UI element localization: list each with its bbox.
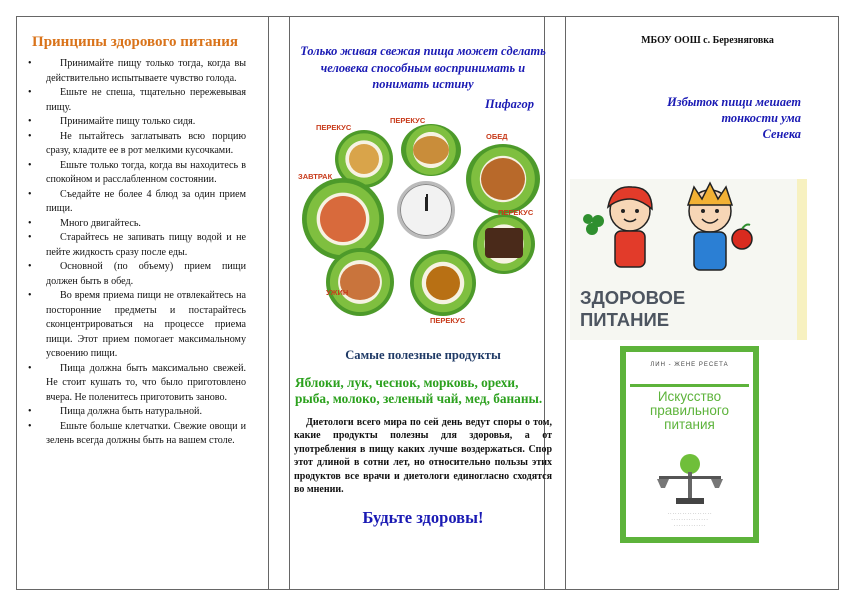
principle-item [24,405,246,420]
dietologists-paragraph: Диетологи всего мира по сей день ведут споры о том, какие продукты полезны для здоровья, а от употребления в пищу каких лучше воздержаться. Спор этот длиной в сотни лет, но относительно пользы этих продуктов все врачи и диетологи единогласно сходятся во мнении. [294,416,552,495]
bullet-icon: • [28,290,32,301]
fold-line-4 [565,16,566,590]
label-snack-top-left: ПЕРЕКУС [316,122,352,132]
principle-text: Принимайте пищу только тогда, когда вы действительно испытываете чувство голода. [46,58,246,84]
principle-item [24,115,246,130]
bullet-icon: • [28,116,32,127]
principle-item [24,289,246,362]
principle-text: Старайтесь не запивать пищу водой и не пейте жидкость сразу после еды. [46,232,246,258]
principle-item [24,217,246,232]
principles-panel [24,16,246,588]
lunch-plate [466,144,540,214]
principle-text: Ешьте больше клетчатки. Свежие овощи и зелень всегда должны быть на вашем столе. [46,420,246,446]
snack-plate-top [401,124,461,176]
principle-text: Ешьте не спеша, тщательно пережевывая пищу. [46,87,246,113]
principle-text: Много двигайтесь. [60,217,141,229]
label-breakfast: ЗАВТРАК [298,171,333,181]
products-list: Яблоки, лук, чеснок, морковь, орехи, рыба, молоко, зеленый чай, мед, бананы. [295,374,543,406]
seneca-quote [568,94,837,142]
snack-plate-bottom [410,250,476,316]
bullet-icon: • [28,130,32,142]
breakfast-plate [302,178,384,260]
principle-text: Основной (по объему) прием пищи должен быть в обед. [46,261,246,287]
principle-item [24,188,246,217]
label-lunch: ОБЕД [486,131,508,141]
principle-item [24,159,246,188]
bullet-icon: • [28,261,32,272]
snack-plate-right [473,214,535,274]
book-authors: ЛИН - ЖЕНЕ РЕСЕТА [650,362,729,368]
principle-item [24,362,246,406]
bullet-icon: • [28,217,32,229]
dinner-plate [326,248,394,316]
principle-item [24,260,246,289]
principle-text: Не пытайтесь заглатывать всю порцию сразу, кладите ее в рот мелкими кусочками. [46,130,246,156]
label-snack-right: ПЕРЕКУС [498,207,534,217]
book-title: Искусство правильного питания [649,389,730,432]
products-subheading: Самые полезные продукты [345,347,501,362]
seneca-quote-line2: тонкости ума [721,111,801,125]
principle-text: Пища должна быть максимально свежей. Не стоит кушать то, что было приготовлено вчера. Не поленитесь приготовить заново. [46,362,246,403]
principles-title: Принципы здорового питания [32,34,238,50]
banner-line1: ЗДОРОВОЕ [580,287,686,308]
principle-text: Во время приема пищи не отвлекайтесь на посторонние предметы и постарайтесь сконцентрироваться на процессе приема пищи. Этот прием помогает максимальному усвоению пищи. [46,290,246,359]
bullet-icon: • [28,159,32,171]
bullet-icon: • [28,188,32,200]
bullet-icon: • [28,87,32,98]
seneca-quote-line1: Избыток пищи мешает [667,95,801,109]
fold-line-2 [289,16,290,590]
bullet-icon: • [28,406,32,417]
bullet-icon: • [28,232,32,243]
principle-item [24,130,246,159]
pythagoras-quote: Только живая свежая пища может сделать человека способным воспринимать и понимать истину [300,44,546,91]
principle-text: Ешьте только тогда, когда вы находитесь в спокойном и расслабленном состоянии. [46,159,246,185]
bullet-icon: • [28,420,32,432]
scale-icon [651,450,729,508]
meal-schedule-illustration [298,115,548,330]
principle-text: Принимайте пищу только сидя. [60,116,196,127]
school-name: МБОУ ООШ с. Березняговка [641,35,774,46]
seneca-author: Сенека [762,127,801,141]
pythagoras-author: Пифагор [485,96,534,111]
bullet-icon: • [28,58,32,69]
clock-icon [397,181,455,239]
principle-item [24,420,246,449]
principle-text: Пища должна быть натуральной. [60,406,202,417]
book-cover: ЛИН - ЖЕНЕ РЕСЕТА Искусство правильного питания · · · · · · · · · · · · · · · · · · · · · · · · · · · · · · · · · · · · · · · · · · · · · · [620,346,759,543]
farewell-heading: Будьте здоровы! [362,507,484,527]
principle-item [24,231,246,260]
bullet-icon: • [28,362,32,374]
products-panel [292,16,554,588]
principle-item [24,86,246,115]
banner-line2: ПИТАНИЕ [580,309,670,330]
principle-text: Съедайте не более 4 блюд за один прием пищи. [46,188,246,214]
label-snack-bottom: ПЕРЕКУС [430,315,466,325]
principle-item [24,57,246,86]
label-snack-top: ПЕРЕКУС [390,115,426,125]
kids-illustration [570,179,807,289]
cover-panel [568,16,837,588]
principles-list [24,57,246,449]
healthy-eating-banner [570,179,807,340]
label-dinner: УЖИН [326,287,349,297]
fold-line-1 [268,16,269,590]
